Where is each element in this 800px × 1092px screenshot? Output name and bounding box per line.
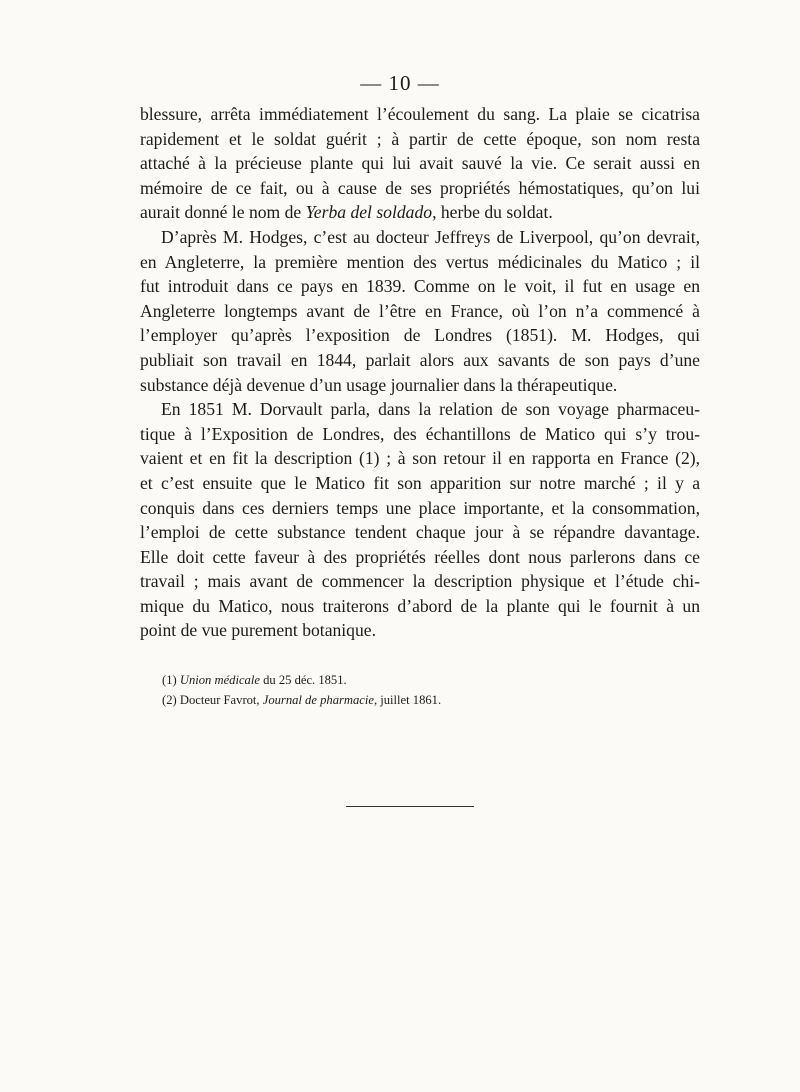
text-line: point de vue purement botanique. <box>140 620 376 641</box>
text-span: , herbe du soldat. <box>432 202 553 223</box>
footnote-marker: (2) <box>162 693 177 707</box>
text-line: l’employer qu’après l’exposition de Londres (1851). M. Hodges, qui <box>140 325 700 346</box>
footnote-marker: (1) <box>162 673 177 687</box>
text-line: mémoire de ce fait, ou à cause de ses propriétés hémostatiques, qu’on lui <box>140 177 700 198</box>
text-line: en Angleterre, la première mention des vertus médicinales du Matico ; il <box>140 251 700 272</box>
paragraph-1 <box>140 102 700 225</box>
text-span: aurait donné le nom de <box>140 202 306 223</box>
footnote-2 <box>162 690 702 710</box>
text-line: et c’est ensuite que le Matico fit son apparition sur notre marché ; il y a <box>140 472 700 493</box>
text-line: substance déjà devenue d’un usage journalier dans la thérapeutique. <box>140 374 618 395</box>
page-number: — 10 — <box>360 71 440 95</box>
text-line: Elle doit cette faveur à des propriétés réelles dont nous parlerons dans ce <box>140 546 700 567</box>
paragraph-2 <box>140 225 700 397</box>
footnote-detail: , juillet 1861. <box>373 693 442 707</box>
corner-smudge <box>0 0 100 40</box>
footnote-detail: du 25 déc. 1851. <box>259 673 347 687</box>
text-line: publiait son travail en 1844, parlait alors aux savants de son pays d’une <box>140 349 700 370</box>
footnote-author: Docteur Favrot, <box>179 693 263 707</box>
paragraph-3 <box>140 397 700 643</box>
text-line: Angleterre longtemps avant de l’être en France, où l’on n’a commencé à <box>140 300 700 321</box>
text-line: D’après M. Hodges, c’est au docteur Jeffreys de Liverpool, qu’on devrait, <box>161 226 700 247</box>
italic-term: Yerba del soldado <box>305 202 433 223</box>
text-line: l’emploi de cette substance tendent chaque jour à se répandre davantage. <box>140 522 700 543</box>
text-line: attaché à la précieuse plante qui lui avait sauvé la vie. Ce serait aussi en <box>140 153 700 174</box>
text-line <box>140 200 700 225</box>
body-text <box>140 102 700 643</box>
text-line: vaient et en fit la description (1) ; à son retour il en rapporta en France (2), <box>140 448 700 469</box>
footnote-source: Union médicale <box>179 673 260 687</box>
text-line: rapidement et le soldat guérit ; à partir de cette époque, son nom resta <box>140 128 700 149</box>
end-rule <box>346 806 474 807</box>
text-line: En 1851 M. Dorvault parla, dans la relation de son voyage pharmaceu- <box>161 399 700 420</box>
footnotes <box>162 670 702 710</box>
text-line: fut introduit dans ce pays en 1839. Comme on le voit, il fut en usage en <box>140 276 700 297</box>
footnote-source: Journal de pharmacie <box>262 693 374 707</box>
text-line: tique à l’Exposition de Londres, des échantillons de Matico qui s’y trou- <box>140 423 700 444</box>
text-line: blessure, arrêta immédiatement l’écoulement du sang. La plaie se cicatrisa <box>140 104 700 124</box>
text-line: mique du Matico, nous traiterons d’abord de la plante qui le fournit à un <box>140 595 700 616</box>
text-line: travail ; mais avant de commencer la description physique et l’étude chi- <box>140 571 700 592</box>
footnote-1 <box>162 670 702 690</box>
text-line: conquis dans ces derniers temps une place importante, et la consommation, <box>140 497 700 518</box>
